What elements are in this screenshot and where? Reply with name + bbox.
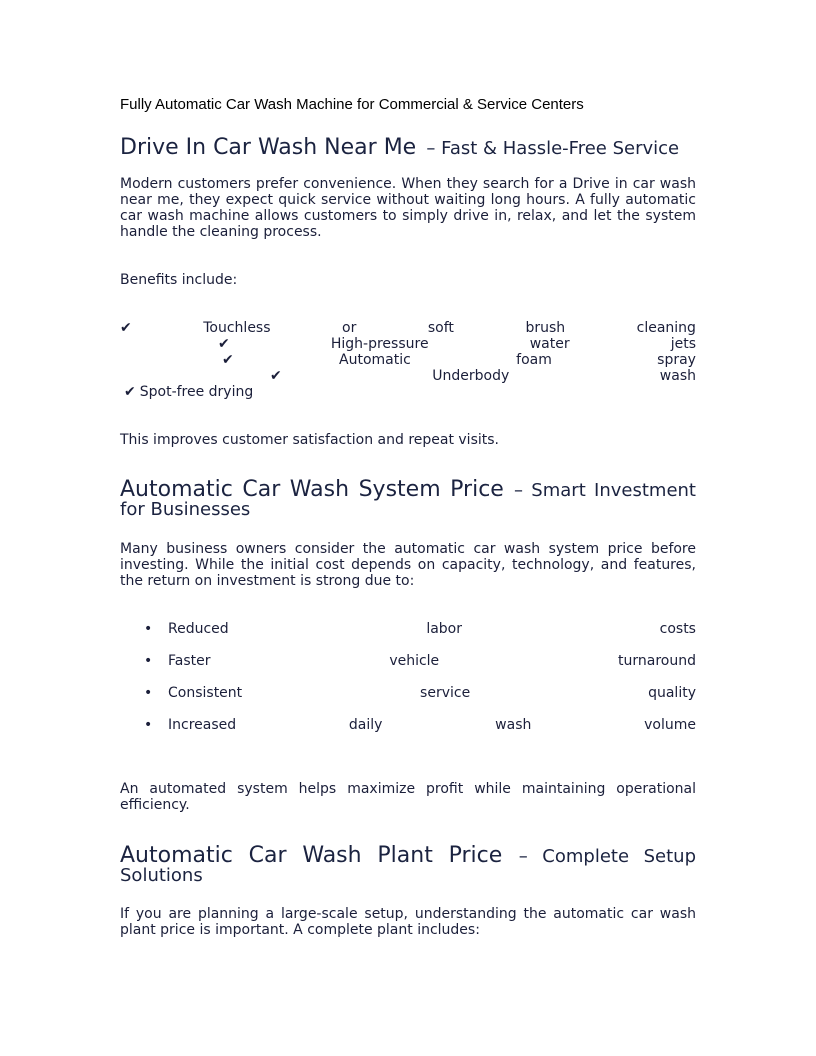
- heading-main: Drive In Car Wash Near Me: [120, 135, 417, 160]
- benefit-item: ✔ High-pressure water jets: [218, 336, 696, 352]
- check-icon: ✔: [270, 368, 282, 384]
- lead-title: Fully Automatic Car Wash Machine for Commercial & Service Centers: [120, 96, 584, 113]
- section-heading-system-price: [120, 477, 696, 520]
- check-icon: ✔: [120, 320, 132, 336]
- bullet-icon: •: [144, 621, 153, 637]
- benefit-item: ✔ Automatic foam spray: [222, 352, 696, 368]
- heading-main: Automatic Car Wash Plant Price: [120, 843, 503, 868]
- list-item: Increased daily wash volume: [168, 717, 696, 733]
- benefit-item: ✔ Touchless or soft brush cleaning: [120, 320, 696, 336]
- bullet-icon: •: [144, 685, 153, 701]
- check-icon: ✔: [222, 352, 234, 368]
- heading-sub: – Fast & Hassle-Free Service: [426, 138, 680, 159]
- heading-sub: – Complete Setup Solutions: [120, 846, 696, 886]
- heading-main: Automatic Car Wash System Price: [120, 477, 504, 502]
- section-heading-plant-price: [120, 843, 696, 886]
- bullet-icon: •: [144, 717, 153, 733]
- bullet-icon: •: [144, 653, 153, 669]
- benefits-label: Benefits include:: [120, 272, 238, 288]
- section-heading-drive-in: [120, 128, 696, 164]
- benefit-item: ✔ Spot-free drying: [124, 384, 254, 400]
- paragraph-intro: Modern customers prefer convenience. When they search for a Drive in car wash near me, they expect quick service without waiting long hours. A fully automatic car wash machine allows customers to simply drive in, relax, and let the system handle the cleaning process.: [120, 176, 696, 240]
- paragraph-plant-price: If you are planning a large-scale setup, understanding the automatic car wash plant price is important. A complete plant includes:: [120, 906, 696, 938]
- paragraph-closing: This improves customer satisfaction and repeat visits.: [120, 432, 499, 448]
- list-item: Reduced labor costs: [168, 621, 696, 637]
- check-icon: ✔: [124, 384, 136, 400]
- check-icon: ✔: [218, 336, 230, 352]
- list-item: Consistent service quality: [168, 685, 696, 701]
- paragraph-closing: An automated system helps maximize profit while maintaining operational efficiency.: [120, 781, 696, 813]
- benefit-item: ✔ Underbody wash: [270, 368, 696, 384]
- paragraph-system-price: Many business owners consider the automatic car wash system price before investing. While the initial cost depends on capacity, technology, and features, the return on investment is strong due to:: [120, 541, 696, 589]
- list-item: Faster vehicle turnaround: [168, 653, 696, 669]
- heading-sub: – Smart Investment for Businesses: [120, 480, 696, 520]
